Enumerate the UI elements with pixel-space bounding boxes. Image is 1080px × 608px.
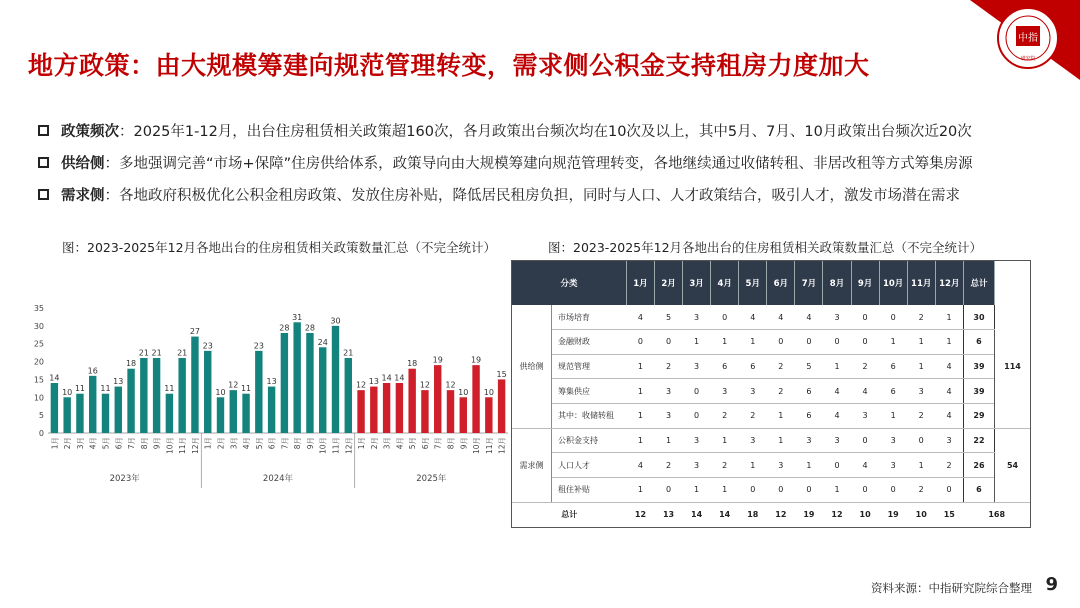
year-label: 2025年 (416, 474, 447, 484)
x-tick-label: 2月 (369, 437, 379, 450)
bar (370, 387, 377, 433)
x-tick-label: 4月 (242, 437, 252, 450)
month-value-cell: 3 (935, 428, 963, 453)
table-header-cell: 2月 (654, 261, 682, 305)
month-value-cell: 1 (711, 330, 739, 355)
month-value-cell: 4 (935, 379, 963, 404)
month-value-cell: 0 (654, 330, 682, 355)
bar-value-label: 10 (62, 387, 73, 397)
month-value-cell: 1 (683, 478, 711, 503)
month-value-cell: 3 (683, 354, 711, 379)
x-tick-label: 5月 (101, 437, 111, 450)
month-value-cell: 2 (767, 354, 795, 379)
month-value-cell: 1 (907, 330, 935, 355)
bar (421, 390, 428, 433)
bar (153, 358, 160, 433)
table-header-cell: 12月 (935, 261, 963, 305)
month-value-cell: 1 (683, 330, 711, 355)
month-value-cell: 4 (626, 453, 654, 478)
source-note: 资料来源：中指研究院综合整理 (871, 581, 1032, 595)
bar (319, 347, 326, 433)
table-header-cell: 8月 (823, 261, 851, 305)
bar-value-label: 28 (279, 323, 290, 333)
month-value-cell: 0 (795, 478, 823, 503)
month-value-cell: 6 (879, 354, 907, 379)
month-value-cell: 0 (851, 305, 879, 330)
bar-value-label: 11 (74, 384, 86, 394)
x-tick-label: 1月 (50, 437, 60, 450)
month-value-cell: 3 (739, 379, 767, 404)
square-bullet-icon (38, 189, 49, 200)
bullet-text: ：2025年1-12月，出台住房租赁相关政策超160次，各月政策出台频次均在10次及以上，其中5月、7月、10月政策出台频次近20次 (119, 123, 972, 140)
bar-value-label: 13 (368, 377, 379, 387)
x-tick-label: 11月 (484, 437, 494, 455)
bar (396, 383, 403, 433)
bar (115, 387, 122, 433)
month-value-cell: 2 (767, 379, 795, 404)
y-tick-label: 35 (33, 304, 44, 313)
x-tick-label: 7月 (280, 437, 290, 450)
bullet-text: ：多地强调完善“市场+保障”住房供给体系，政策导向由大规模筹建向规范管理转变，各地继续通过收储转租、非居改租等方式筹集房源 (104, 155, 973, 172)
month-value-cell: 2 (935, 453, 963, 478)
bullet-demand (38, 178, 1058, 210)
category-cell: 筹集供应 (552, 379, 627, 404)
group-label-cell: 供给侧 (512, 305, 552, 428)
x-tick-label: 1月 (203, 437, 213, 450)
month-value-cell: 1 (823, 478, 851, 503)
table-header-cell: 1月 (626, 261, 654, 305)
month-value-cell: 6 (711, 354, 739, 379)
month-value-cell: 1 (907, 453, 935, 478)
table-row (512, 330, 1030, 355)
y-tick-label: 5 (38, 411, 44, 421)
table-header-cell: 4月 (711, 261, 739, 305)
bar-chart (20, 300, 515, 500)
total-value-cell: 12 (767, 502, 795, 527)
x-tick-label: 4月 (395, 437, 405, 450)
bar-value-label: 11 (240, 384, 252, 394)
policy-table-container (511, 260, 1031, 528)
policy-table (512, 261, 1030, 527)
year-label: 2024年 (262, 474, 294, 484)
bar (306, 333, 313, 433)
square-bullet-icon (38, 157, 49, 168)
month-value-cell: 1 (795, 453, 823, 478)
month-value-cell: 1 (879, 330, 907, 355)
x-tick-label: 7月 (433, 437, 443, 450)
bar (63, 397, 70, 433)
bar-value-label: 10 (458, 387, 469, 397)
month-value-cell: 5 (654, 305, 682, 330)
total-value-cell: 15 (935, 502, 963, 527)
x-tick-label: 2月 (216, 437, 226, 450)
bar (357, 390, 364, 433)
category-cell: 金融财政 (552, 330, 627, 355)
bar (472, 365, 479, 433)
corner-logo (970, 0, 1080, 80)
row-sum-cell: 29 (963, 404, 994, 429)
month-value-cell: 3 (711, 379, 739, 404)
table-row (512, 453, 1030, 478)
bar-value-label: 10 (483, 387, 494, 397)
month-value-cell: 6 (879, 379, 907, 404)
month-value-cell: 1 (767, 428, 795, 453)
bar (281, 333, 288, 433)
table-header-row (512, 261, 1030, 305)
bar-value-label: 11 (100, 384, 111, 394)
month-value-cell: 1 (711, 428, 739, 453)
x-tick-label: 3月 (75, 437, 85, 450)
total-value-cell: 14 (683, 502, 711, 527)
logo-brand: 中指 (1018, 33, 1038, 44)
bar-value-label: 21 (151, 348, 162, 358)
month-value-cell: 1 (767, 404, 795, 429)
bar-value-label: 14 (381, 373, 392, 383)
month-value-cell: 2 (907, 478, 935, 503)
x-tick-label: 9月 (152, 437, 162, 450)
month-value-cell: 2 (711, 453, 739, 478)
x-tick-label: 3月 (229, 437, 239, 450)
bar-value-label: 24 (317, 337, 328, 347)
month-value-cell: 0 (851, 428, 879, 453)
table-body (512, 305, 1030, 527)
month-value-cell: 1 (935, 305, 963, 330)
month-value-cell: 4 (767, 305, 795, 330)
x-tick-label: 10月 (318, 437, 328, 455)
bar (140, 358, 147, 433)
month-value-cell: 4 (739, 305, 767, 330)
table-header-cell: 分类 (512, 261, 626, 305)
bullet-label: 政策频次 (61, 123, 119, 140)
bar-value-label: 18 (407, 359, 418, 369)
month-value-cell: 0 (626, 330, 654, 355)
month-value-cell: 3 (654, 379, 682, 404)
bar (293, 322, 300, 433)
bar (204, 351, 211, 433)
x-tick-label: 10月 (472, 437, 482, 455)
month-value-cell: 1 (739, 453, 767, 478)
bar-value-label: 19 (470, 355, 482, 365)
table-total-row (512, 502, 1030, 527)
row-sum-cell: 39 (963, 379, 994, 404)
x-tick-label: 6月 (114, 437, 124, 450)
month-value-cell: 3 (795, 428, 823, 453)
category-cell: 人口人才 (552, 453, 627, 478)
y-tick-label: 25 (33, 339, 44, 349)
bar (268, 387, 275, 433)
bar (460, 397, 467, 433)
bar-value-label: 14 (394, 373, 405, 383)
month-value-cell: 3 (739, 428, 767, 453)
month-value-cell: 1 (626, 404, 654, 429)
bullet-text: ：各地政府积极优化公积金租房政策、发放住房补贴，降低居民租房负担，同时与人口、人才政策结合，吸引人才，激发市场潜在需求 (104, 187, 960, 204)
bar (498, 379, 505, 433)
bar-value-label: 14 (49, 373, 60, 383)
month-value-cell: 3 (823, 305, 851, 330)
group-total-cell: 114 (995, 305, 1030, 428)
y-tick-label: 20 (33, 357, 44, 367)
x-tick-label: 12月 (344, 437, 354, 455)
x-tick-label: 9月 (305, 437, 315, 450)
category-cell: 市场培育 (552, 305, 627, 330)
month-value-cell: 0 (935, 478, 963, 503)
month-value-cell: 1 (711, 478, 739, 503)
y-tick-label: 15 (33, 375, 44, 385)
month-value-cell: 0 (683, 404, 711, 429)
month-value-cell: 2 (739, 404, 767, 429)
bar (166, 394, 173, 433)
bar-value-label: 21 (343, 348, 354, 358)
y-tick-label: 0 (38, 429, 44, 438)
bar (230, 390, 237, 433)
month-value-cell: 0 (907, 428, 935, 453)
bar (485, 397, 492, 433)
bar-value-label: 27 (189, 327, 201, 337)
bullet-supply (38, 146, 1058, 178)
table-header-cell: 11月 (907, 261, 935, 305)
row-sum-cell: 6 (963, 330, 994, 355)
month-value-cell: 3 (654, 404, 682, 429)
x-tick-label: 4月 (88, 437, 98, 450)
month-value-cell: 4 (823, 404, 851, 429)
table-header-cell: 9月 (851, 261, 879, 305)
month-value-cell: 3 (879, 428, 907, 453)
bar (383, 383, 390, 433)
table-row (512, 404, 1030, 429)
total-value-cell: 12 (626, 502, 654, 527)
category-cell: 租住补贴 (552, 478, 627, 503)
x-tick-label: 6月 (420, 437, 430, 450)
grand-total-cell: 168 (963, 502, 1030, 527)
total-label-cell: 总计 (512, 502, 626, 527)
month-value-cell: 2 (851, 354, 879, 379)
x-tick-label: 8月 (293, 437, 303, 450)
x-tick-label: 2月 (63, 437, 73, 450)
month-value-cell: 1 (626, 478, 654, 503)
x-tick-label: 1月 (357, 437, 367, 450)
category-cell: 其中：收储转租 (552, 404, 627, 429)
bar (76, 394, 83, 433)
month-value-cell: 0 (823, 453, 851, 478)
bar-value-label: 30 (330, 316, 341, 326)
table-header-cell: 10月 (879, 261, 907, 305)
total-value-cell: 10 (851, 502, 879, 527)
bar-value-label: 21 (138, 348, 149, 358)
month-value-cell: 1 (626, 379, 654, 404)
table-row (512, 305, 1030, 330)
bullet-label: 需求侧 (61, 187, 105, 204)
bar-value-label: 12 (228, 380, 239, 390)
bar-value-label: 19 (432, 355, 443, 365)
month-value-cell: 1 (626, 428, 654, 453)
page-title: 地方政策：由大规模筹建向规范管理转变，需求侧公积金支持租房力度加大 (28, 51, 870, 80)
bar (447, 390, 454, 433)
month-value-cell: 0 (879, 305, 907, 330)
table-header-cell: 7月 (795, 261, 823, 305)
x-tick-label: 5月 (408, 437, 418, 450)
x-tick-label: 8月 (446, 437, 456, 450)
month-value-cell: 1 (907, 354, 935, 379)
row-sum-cell: 30 (963, 305, 994, 330)
bar (345, 358, 352, 433)
month-value-cell: 0 (683, 379, 711, 404)
month-value-cell: 2 (654, 354, 682, 379)
month-value-cell: 3 (907, 379, 935, 404)
x-tick-label: 12月 (497, 437, 507, 455)
month-value-cell: 4 (851, 453, 879, 478)
month-value-cell: 6 (739, 354, 767, 379)
row-sum-cell: 6 (963, 478, 994, 503)
total-value-cell: 14 (711, 502, 739, 527)
table-header-cell: 总计 (963, 261, 994, 305)
row-sum-cell: 22 (963, 428, 994, 453)
bar (51, 383, 58, 433)
month-value-cell: 4 (626, 305, 654, 330)
x-tick-label: 9月 (459, 437, 469, 450)
month-value-cell: 0 (879, 478, 907, 503)
month-value-cell: 0 (711, 305, 739, 330)
bar-value-label: 21 (177, 348, 188, 358)
month-value-cell: 0 (767, 478, 795, 503)
logo-sub: 研究院 (1020, 56, 1036, 62)
total-value-cell: 19 (879, 502, 907, 527)
month-value-cell: 1 (935, 330, 963, 355)
table-header-cell: 5月 (739, 261, 767, 305)
month-value-cell: 2 (654, 453, 682, 478)
total-value-cell: 12 (823, 502, 851, 527)
total-value-cell: 13 (654, 502, 682, 527)
month-value-cell: 3 (823, 428, 851, 453)
month-value-cell: 1 (879, 404, 907, 429)
month-value-cell: 2 (711, 404, 739, 429)
month-value-cell: 4 (935, 354, 963, 379)
month-value-cell: 0 (795, 330, 823, 355)
bar-value-label: 15 (496, 369, 507, 379)
row-sum-cell: 26 (963, 453, 994, 478)
month-value-cell: 6 (795, 404, 823, 429)
x-tick-label: 11月 (331, 437, 341, 455)
bar (242, 394, 249, 433)
category-cell: 规范管理 (552, 354, 627, 379)
bar (332, 326, 339, 433)
month-value-cell: 3 (683, 453, 711, 478)
bar-value-label: 10 (215, 387, 226, 397)
table-row (512, 354, 1030, 379)
month-value-cell: 3 (879, 453, 907, 478)
y-tick-label: 30 (33, 321, 44, 331)
x-tick-label: 10月 (165, 437, 175, 455)
group-total-cell: 54 (995, 428, 1030, 502)
bar-value-label: 12 (419, 380, 431, 390)
bullet-label: 供给侧 (61, 155, 105, 172)
bar (255, 351, 262, 433)
month-value-cell: 0 (823, 330, 851, 355)
bar (127, 369, 134, 433)
month-value-cell: 1 (626, 354, 654, 379)
total-value-cell: 18 (739, 502, 767, 527)
x-tick-label: 6月 (267, 437, 277, 450)
bar (89, 376, 96, 433)
total-value-cell: 10 (907, 502, 935, 527)
bar-value-label: 31 (292, 312, 303, 322)
month-value-cell: 4 (795, 305, 823, 330)
bar (178, 358, 185, 433)
bar-value-label: 11 (164, 384, 175, 394)
x-tick-label: 11月 (178, 437, 188, 455)
table-header-cell: 6月 (767, 261, 795, 305)
month-value-cell: 1 (823, 354, 851, 379)
bar-value-label: 12 (355, 380, 367, 390)
month-value-cell: 0 (767, 330, 795, 355)
row-sum-cell: 39 (963, 354, 994, 379)
x-tick-label: 3月 (382, 437, 392, 450)
table-row (512, 428, 1030, 453)
bar-value-label: 23 (253, 341, 264, 351)
bar (217, 397, 224, 433)
month-value-cell: 3 (683, 305, 711, 330)
x-tick-label: 5月 (254, 437, 264, 450)
bar (191, 337, 198, 433)
chart-caption: 图：2023-2025年12月各地出台的住房租赁相关政策数量汇总（不完全统计） (62, 240, 497, 255)
month-value-cell: 0 (851, 330, 879, 355)
month-value-cell: 4 (851, 379, 879, 404)
bullet-list (38, 114, 1058, 210)
bar (408, 369, 415, 433)
bar-value-label: 16 (87, 366, 98, 376)
bullet-frequency (38, 114, 1058, 146)
bar (102, 394, 109, 433)
x-tick-label: 7月 (127, 437, 137, 450)
month-value-cell: 2 (907, 305, 935, 330)
month-value-cell: 4 (823, 379, 851, 404)
square-bullet-icon (38, 125, 49, 136)
year-label: 2023年 (109, 474, 140, 484)
bar-value-label: 28 (304, 323, 316, 333)
month-value-cell: 3 (851, 404, 879, 429)
table-header-cell: 3月 (683, 261, 711, 305)
month-value-cell: 0 (739, 478, 767, 503)
bar-value-label: 13 (266, 377, 277, 387)
y-tick-label: 10 (33, 393, 44, 403)
month-value-cell: 5 (795, 354, 823, 379)
month-value-cell: 1 (654, 428, 682, 453)
bar-value-label: 13 (113, 377, 124, 387)
x-tick-label: 12月 (190, 437, 200, 455)
bar-value-label: 12 (445, 380, 456, 390)
page-number: 9 (1045, 574, 1058, 595)
month-value-cell: 1 (739, 330, 767, 355)
bar (434, 365, 441, 433)
table-row (512, 379, 1030, 404)
group-label-cell: 需求侧 (512, 428, 552, 502)
bar-value-label: 23 (202, 341, 213, 351)
month-value-cell: 4 (935, 404, 963, 429)
month-value-cell: 3 (767, 453, 795, 478)
category-cell: 公积金支持 (552, 428, 627, 453)
table-caption: 图：2023-2025年12月各地出台的住房租赁相关政策数量汇总（不完全统计） (548, 240, 983, 255)
month-value-cell: 3 (683, 428, 711, 453)
total-value-cell: 19 (795, 502, 823, 527)
month-value-cell: 0 (851, 478, 879, 503)
month-value-cell: 0 (654, 478, 682, 503)
month-value-cell: 2 (907, 404, 935, 429)
bar-value-label: 18 (125, 359, 137, 369)
table-row (512, 478, 1030, 503)
x-tick-label: 8月 (139, 437, 149, 450)
month-value-cell: 6 (795, 379, 823, 404)
